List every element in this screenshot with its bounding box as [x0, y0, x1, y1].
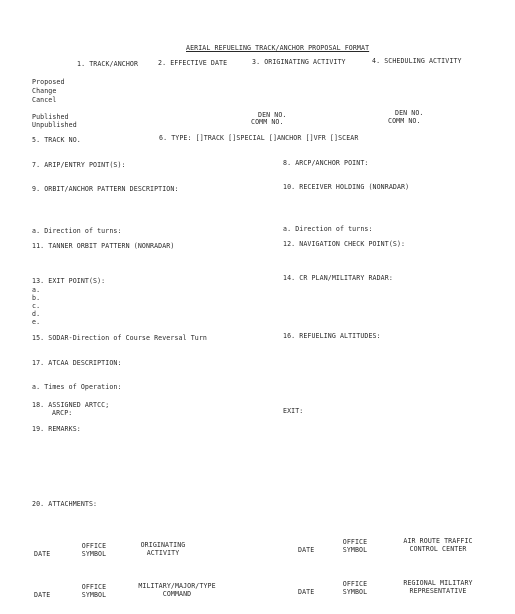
- sig2-symbol: SYMBOL: [81, 591, 107, 599]
- field-direction-turns-left: a. Direction of turns:: [32, 227, 122, 235]
- sig2-date: DATE: [34, 591, 51, 599]
- exit-point-d: d.: [32, 310, 41, 318]
- field-type: 6. TYPE: []TRACK []SPECIAL []ANCHOR []VFR []SCEAR: [159, 134, 359, 142]
- field-orbit-pattern: 9. ORBIT/ANCHOR PATTERN DESCRIPTION:: [32, 185, 179, 193]
- exit-point-b: b.: [32, 294, 41, 302]
- sig1-symbol: SYMBOL: [81, 550, 107, 558]
- field-arcp-secondary: ARCP:: [52, 409, 73, 417]
- sig2-role-line2: COMMAND: [162, 590, 192, 598]
- field-exit: EXIT:: [283, 407, 304, 415]
- exit-point-c: c.: [32, 302, 41, 310]
- exit-point-a: a.: [32, 286, 41, 294]
- field-attachments: 20. ATTACHMENTS:: [32, 500, 98, 508]
- field-refueling-altitudes: 16. REFUELING ALTITUDES:: [283, 332, 381, 340]
- sig1-role-right-line1: AIR ROUTE TRAFFIC: [403, 537, 473, 545]
- den-number-right: DEN NO.: [395, 109, 424, 117]
- sig2-office-right: OFFICE: [342, 580, 368, 588]
- comm-number-right: COMM NO.: [388, 117, 421, 125]
- header-item-scheduling-activity: 4. SCHEDULING ACTIVITY: [372, 57, 462, 65]
- sig2-office: OFFICE: [81, 583, 107, 591]
- header-item-track-anchor: 1. TRACK/ANCHOR: [77, 60, 139, 68]
- field-cr-plan-radar: 14. CR PLAN/MILITARY RADAR:: [283, 274, 393, 282]
- den-number-left: DEN NO.: [258, 111, 287, 119]
- field-atcaa: 17. ATCAA DESCRIPTION:: [32, 359, 122, 367]
- sig2-date-right: DATE: [298, 588, 315, 596]
- field-receiver-holding: 10. RECEIVER HOLDING (NONRADAR): [283, 183, 410, 191]
- sig1-role-right-line2: CONTROL CENTER: [409, 545, 467, 553]
- field-track-no: 5. TRACK NO.: [32, 136, 81, 144]
- header-item-effective-date: 2. EFFECTIVE DATE: [158, 59, 228, 67]
- status-change: Change: [32, 87, 57, 95]
- form-title: AERIAL REFUELING TRACK/ANCHOR PROPOSAL FORMAT: [186, 44, 370, 52]
- field-exit-points: 13. EXIT POINT(S):: [32, 277, 106, 285]
- field-remarks: 19. REMARKS:: [32, 425, 81, 433]
- sig2-symbol-right: SYMBOL: [342, 588, 368, 596]
- sig2-role-right-line1: REGIONAL MILITARY: [403, 579, 473, 587]
- field-arcp: 8. ARCP/ANCHOR POINT:: [283, 159, 369, 167]
- status-unpublished: Unpublished: [32, 121, 77, 129]
- header-item-originating-activity: 3. ORIGINATING ACTIVITY: [252, 58, 346, 66]
- sig1-office-right: OFFICE: [342, 538, 368, 546]
- status-proposed: Proposed: [32, 78, 65, 86]
- exit-point-e: e.: [32, 318, 41, 326]
- field-navigation-check: 12. NAVIGATION CHECK POINT(S):: [283, 240, 406, 248]
- field-tanner-orbit: 11. TANNER ORBIT PATTERN (NONRADAR): [32, 242, 175, 250]
- field-direction-turns-right: a. Direction of turns:: [283, 225, 373, 233]
- status-cancel: Cancel: [32, 96, 57, 104]
- sig2-role-line1: MILITARY/MAJOR/TYPE: [138, 582, 216, 590]
- sig1-role-line2: ACTIVITY: [146, 549, 180, 557]
- comm-number-left: COMM NO.: [251, 118, 284, 126]
- field-sodar: 15. SODAR-Direction of Course Reversal Turn: [32, 334, 207, 342]
- sig2-role-right-line2: REPRESENTATIVE: [409, 587, 467, 595]
- sig1-role-line1: ORIGINATING: [140, 541, 186, 549]
- field-assigned-artcc: 18. ASSIGNED ARTCC;: [32, 401, 110, 409]
- sig1-symbol-right: SYMBOL: [342, 546, 368, 554]
- sig1-date: DATE: [34, 550, 51, 558]
- field-times-of-operation: a. Times of Operation:: [32, 383, 122, 391]
- field-arip: 7. ARIP/ENTRY POINT(S):: [32, 161, 126, 169]
- status-published: Published: [32, 113, 69, 121]
- sig1-office: OFFICE: [81, 542, 107, 550]
- sig1-date-right: DATE: [298, 546, 315, 554]
